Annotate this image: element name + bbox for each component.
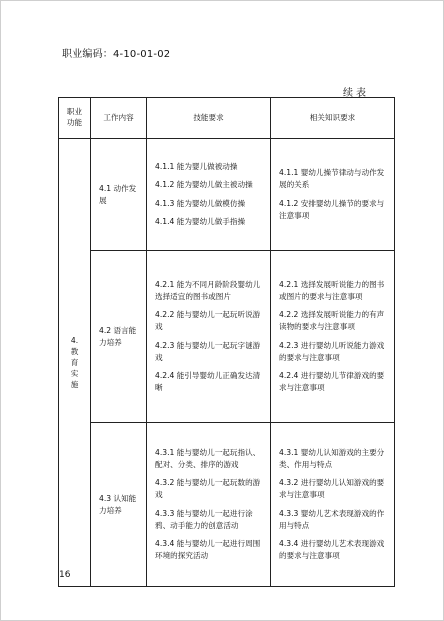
content-cell: 4.2 语言能力培养 [91, 251, 147, 423]
knowledge-item: 4.1.2 安排婴幼儿操节的要求与注意事项 [279, 198, 385, 220]
content-cell: 4.1 动作发展 [91, 139, 147, 251]
header-knowledge: 相关知识要求 [271, 98, 395, 139]
content-cell: 4.3 认知能力培养 [91, 423, 147, 587]
skill-item: 4.2.2 能与婴幼儿一起玩听说游戏 [155, 310, 261, 332]
skills-cell [147, 139, 271, 251]
knowledge-item: 4.1.1 婴幼儿操节律动与动作发展的关系 [279, 168, 385, 190]
knowledge-item: 4.3.3 婴幼儿艺术表现游戏的作用与特点 [279, 508, 385, 530]
skill-item: 4.2.3 能与婴幼儿一起玩字谜游戏 [155, 340, 261, 362]
knowledge-item: 4.2.1 选择发展听说能力的图书或图片的要求与注意事项 [279, 279, 385, 301]
page-number: 16 [59, 570, 71, 580]
knowledge-cell [271, 251, 395, 423]
skill-item: 4.1.4 能为婴幼儿做手指操 [155, 216, 246, 226]
skill-item: 4.2.4 能引导婴幼儿正确发达清晰 [155, 370, 261, 393]
knowledge-item: 4.3.2 进行婴幼儿认知游戏的要求与注意事项 [279, 478, 385, 500]
header-skills: 技能要求 [147, 98, 271, 139]
knowledge-item: 4.2.2 选择发展听说能力的有声读物的要求与注意事项 [279, 310, 385, 332]
skill-item: 4.3.3 能与婴幼儿一起进行涂鸦、动手能力的创意活动 [155, 508, 253, 530]
skill-item: 4.3.4 能与婴幼儿一起进行周围环境的探究活动 [155, 538, 261, 561]
skill-item: 4.3.2 能与婴幼儿一起玩数的游戏 [155, 478, 261, 500]
knowledge-cell [271, 139, 395, 251]
skills-cell [147, 423, 271, 587]
header-function: 职业功能 [59, 98, 91, 139]
skill-item: 4.1.3 能为婴幼儿做模仿操 [155, 198, 246, 208]
skills-table [58, 97, 395, 587]
table-row [59, 251, 395, 423]
header-content: 工作内容 [91, 98, 147, 139]
table-row [59, 423, 395, 587]
knowledge-item: 4.2.4 进行婴幼儿节律游戏的要求与注意事项 [279, 370, 385, 393]
continued-label: 续表 [343, 88, 369, 99]
skill-item: 4.3.1 能与婴幼儿一起玩指认、配对、分类、排序的游戏 [155, 447, 261, 469]
occupation-code: 职业编码：4-10-01-02 [62, 49, 171, 60]
knowledge-item: 4.2.3 进行婴幼儿听说能力游戏的要求与注意事项 [279, 340, 385, 362]
skill-item: 4.1.2 能为婴幼儿做主被动操 [155, 180, 253, 190]
function-cell: 4.教育实施 [59, 139, 91, 587]
table-row [59, 139, 395, 251]
skill-item: 4.2.1 能为不同月龄阶段婴幼儿选择适宜的图书或图片 [155, 279, 261, 301]
knowledge-item: 4.3.1 婴幼儿认知游戏的主要分类、作用与特点 [279, 447, 385, 469]
skills-cell [147, 251, 271, 423]
table-header-row [59, 98, 395, 139]
skill-item: 4.1.1 能为婴儿做被动操 [155, 162, 238, 172]
knowledge-item: 4.3.4 进行婴幼儿艺术表现游戏的要求与注意事项 [279, 538, 385, 561]
knowledge-cell [271, 423, 395, 587]
